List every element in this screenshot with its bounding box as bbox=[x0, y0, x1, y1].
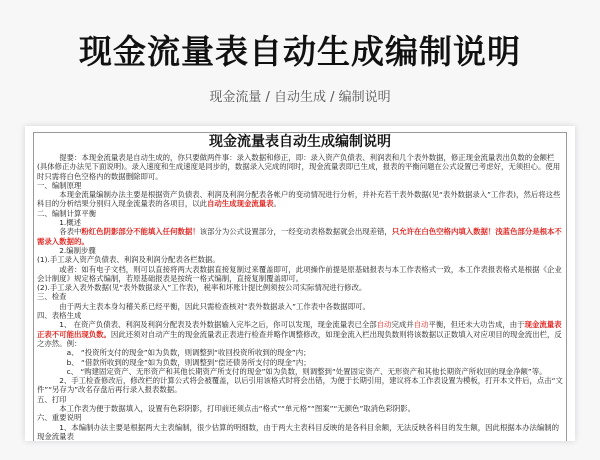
paragraph: 或者：如有电子文档，则可以直接将两大表数据直接复制过来覆盖即可，此项操作前提是原基础报表与本工作表格式一致，本工作表报表格式是根据《企业会计制度》规定格式编制，若原基础报表是按统一格式编制，直接复制覆盖即可。 bbox=[37, 264, 562, 283]
paragraph: 由于两大主表本身勾稽关系已经平衡，因此只需检查核对“表外数据录入”工作表中各数据即可。 bbox=[59, 301, 370, 311]
list-item: a、 “投资所支付的现金”如为负数，则调整到“收回投资所收到的现金”内； bbox=[66, 348, 311, 358]
document-preview bbox=[25, 126, 575, 441]
paragraph: (1).手工录入资产负债表、利润及利润分配表各栏数据。 bbox=[37, 255, 220, 265]
paragraph: 1、本编制办法主要是根据两大主表编制，很少估算的明细数，由于两大主表科目反映的是各科目余额，无法反映各科目的发生额，因此根据本办法编制的现金流量表 bbox=[37, 422, 560, 441]
paragraph: 本现金流量编制办法主要是根据资产负债表、利润及利润分配表各帐户的变动情况进行分析，并补充若干表外数据(见“表外数据录入”工作表)，然后将这些科目的分析结果分别归入现金流量表的各项目，以此自动生成现金流量表。 bbox=[37, 190, 561, 209]
document-body bbox=[33, 132, 567, 441]
sub-heading: 2.编制步骤 bbox=[59, 245, 96, 255]
summary: 提要：本现金流量表是自动生成的，你只要做两件事：录入数据和修正，即：录入资产负债表、利润表和几个表外数据，修正现金流量表出负数的金额栏(具体修正办法见下面说明)。录入速度和生成速度是同步的，数据录入完成的同时，现金流量表即已生成，报表的平衡问题在公式设置已考虑好，无须担心。使用时只需将白色空格内的数据删除即可。 bbox=[37, 153, 561, 181]
section-heading: 一、编制原理 bbox=[37, 180, 82, 190]
section-heading: 五、打印 bbox=[37, 394, 67, 404]
sub-heading: 1.概述 bbox=[59, 218, 82, 228]
section-heading: 六、重要说明 bbox=[37, 413, 82, 423]
paragraph: 本工作表为便于数据填入，设置有色彩阴影，打印前还须点击“格式”“单元格”“图案”“无颜色”取消色彩阴影。 bbox=[59, 404, 416, 414]
section-heading: 三、检查 bbox=[37, 292, 67, 302]
paragraph: 1、 在资产负债表、利润及利润分配表及表外数据输入完毕之后，你可以发现，现金流量表已全部自动完成并自动平衡，但还未大功告成，由于现金流量表正表不可能出现负数。因此还须对自动产生的现金流量表正表进行检查并略作调整修改，如现金流入栏出现负数则将该数据以正数填入对应项目的现金流出栏，反之亦然。例： bbox=[37, 320, 562, 348]
page-subtitle: 现金流量 / 自动生成 / 编制说明 bbox=[209, 90, 391, 105]
page-title: 现金流量表自动生成编制说明 bbox=[79, 32, 521, 71]
list-item: c、 “购建固定资产、无形资产和其他长期资产所支付的现金”如为负数，则调整到“处置固定资产、无形资产和其他长期资产所收回的现金净额”等。 bbox=[66, 366, 547, 376]
section-heading: 四、表格生成 bbox=[37, 311, 82, 321]
section-heading: 二、编制计算平衡 bbox=[37, 208, 97, 218]
paragraph: (2).手工录入表外数据(见“表外数据录入”工作表)，税率和坏账计提比例须按公司实际情况进行修改。 bbox=[37, 283, 367, 293]
list-item: b、 “借款所收到的现金”如为负数，则调整到“偿还债务所支付的现金”内； bbox=[66, 357, 311, 367]
paragraph: 2、手工检查修改后，修改栏的计算公式将会被覆盖，以后引用该格式时将会出错，为便于长期引用，建议将本工作表设置为模板，打开本文件后，点击“文件”“另存为”改名存盘后再行录入报表数据。 bbox=[37, 376, 563, 395]
paragraph: 各表中粉红色阴影部分不能填入任何数据！该部分为公式设置部分，一经变动表格数据就会出现差错，只允许在白色空格内填入数据！浅蓝色部分是根本不需录入数据的。 bbox=[37, 227, 562, 246]
document-title: 现金流量表自动生成编制说明 bbox=[209, 134, 391, 150]
